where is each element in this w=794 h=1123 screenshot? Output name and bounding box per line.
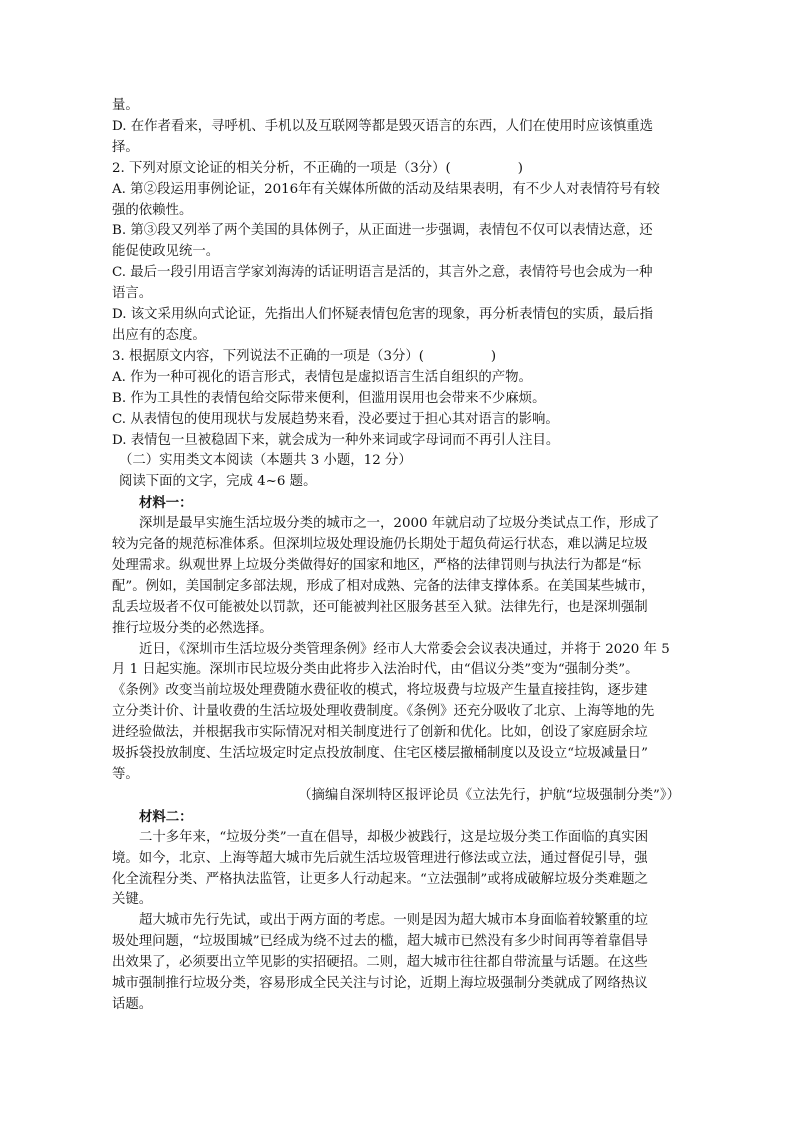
text-line: 出应有的态度。	[112, 327, 206, 343]
paragraph-line: 化全流程分类、严格执法监管，让更多人行动起来。“立法强制”或将成破解垃圾分类难题之	[112, 871, 648, 887]
paragraph-line: 圾拆袋投放制度、生活垃圾定时定点投放制度、住宅区楼层撤桶制度以及设立“垃圾减量日”	[112, 746, 648, 762]
document-body	[112, 96, 684, 1016]
paragraph-line: 圾处理问题，“垃圾围城”已经成为绕不过去的槛，超大城市已然没有多少时间再等着靠倡导	[112, 934, 648, 950]
section-heading: （二）实用类文本阅读（本题共 3 小题，12 分）	[119, 453, 412, 469]
text-line: D. 在作者看来，寻呼机、手机以及互联网等都是毁灭语言的东西，人们在使用时应该慎重选	[112, 118, 654, 134]
text-line: C. 最后一段引用语言学家刘海涛的话证明语言是活的，其言外之意，表情符号也会成为一种	[112, 265, 653, 281]
paragraph-line: 二十多年来，“垃圾分类”一直在倡导，却极少被践行，这是垃圾分类工作面临的真实困	[139, 829, 649, 845]
paragraph-line: 深圳是最早实施生活垃圾分类的城市之一，2000 年就启动了垃圾分类试点工作，形成了	[139, 516, 660, 532]
paragraph-line: 城市强制推行垃圾分类，容易形成全民关注与讨论，近期上海垃圾强制分类就成了网络热议	[112, 976, 648, 992]
paragraph-line: 月 1 日起实施。深圳市民垃圾分类由此将步入法治时代，由“倡议分类”变为“强制分类”。	[112, 662, 639, 678]
text-line: B. 第③段又列举了两个美国的具体例子，从正面进一步强调，表情包不仅可以表情达意，还	[112, 223, 653, 239]
paragraph-line: 配”。例如，美国制定多部法规，形成了相对成熟、完备的法律支撑体系。在美国某些城市，	[112, 578, 655, 594]
paragraph-line: 立分类计价、计量收费的生活垃圾处理收费制度。《条例》还充分吸收了北京、上海等地的先	[112, 704, 655, 720]
paragraph-line: 境。如今，北京、上海等超大城市先后就生活垃圾管理进行修法或立法，通过督促引导，强	[112, 850, 648, 866]
paragraph-line: 进经验做法，并根据我市实际情况对相关制度进行了创新和优化。比如，创设了家庭厨余垃	[112, 725, 648, 741]
option-c: C. 从表情包的使用现状与发展趋势来看，没必要过于担心其对语言的影响。	[112, 411, 559, 427]
text-line: 择。	[112, 139, 139, 155]
section-instruction: 阅读下面的文字，完成 4~6 题。	[119, 474, 317, 490]
option-a: A. 作为一种可视化的语言形式，表情包是虚拟语言生活自组织的产物。	[112, 369, 532, 385]
text-line: D. 该文采用纵向式论证，先指出人们怀疑表情包危害的现象，再分析表情包的实质，最后指	[112, 307, 654, 323]
material-one-title: 材料一：	[139, 495, 193, 512]
question-2-stem: 2. 下列对原文论证的相关分析，不正确的一项是（3分）( )	[112, 160, 523, 176]
material-one	[112, 493, 684, 807]
text-line: 强的依赖性。	[112, 202, 193, 218]
paragraph-line: 处理需求。纵观世界上垃圾分类做得好的国家和地区，严格的法律罚则与执法行为都是“标	[112, 557, 642, 573]
paragraph-line: 乱丢垃圾者不仅可能被处以罚款，还可能被判社区服务甚至入狱。法律先行，也是深圳强制	[112, 599, 648, 615]
question-options-block	[112, 96, 684, 451]
paragraph-line: 出效果了，必须要出立竿见影的实招硬招。二则，超大城市往往都自带流量与话题。在这些	[112, 955, 648, 971]
paragraph-line: 《条例》改变当前垃圾处理费随水费征收的模式，将垃圾费与垃圾产生量直接挂钩，逐步建	[112, 683, 648, 699]
option-b: B. 作为工具性的表情包给交际带来便利，但滥用误用也会带来不少麻烦。	[112, 390, 546, 406]
text-line: 量。	[112, 98, 139, 113]
text-line: 语言。	[112, 286, 153, 302]
paragraph-line: 超大城市先行先试，或出于两方面的考虑。一则是因为超大城市本身面临着较繁重的垃	[139, 913, 648, 929]
material-two-title: 材料二：	[139, 808, 193, 825]
text-line: 能促使政见统一。	[112, 244, 220, 260]
option-d: D. 表情包一旦被稳固下来，就会成为一种外来词或字母词而不再引人注目。	[112, 432, 560, 448]
material-two	[112, 807, 684, 1016]
question-3-stem: 3. 根据原文内容，下列说法不正确的一项是（3分）( )	[112, 348, 497, 364]
paragraph-line: 关键。	[112, 892, 153, 908]
paragraph-line: 推行垃圾分类的必然选择。	[112, 620, 273, 636]
paragraph-line: 近日，《深圳市生活垃圾分类管理条例》经市人大常委会会议表决通过，并将于 2020 年 5	[139, 641, 670, 657]
paragraph-line: 等。	[112, 767, 139, 782]
paragraph-line: 较为完备的规范标准体系。但深圳垃圾处理设施仍长期处于超负荷运行状态，难以满足垃圾	[112, 537, 648, 553]
paragraph-line: 话题。	[112, 996, 153, 1012]
text-line: A. 第②段运用事例论证，2016年有关媒体所做的活动及结果表明，有不少人对表情符号有较	[112, 181, 660, 197]
source-citation: （摘编自深圳特区报评论员《立法先行，护航“垃圾强制分类”》）	[298, 787, 680, 803]
